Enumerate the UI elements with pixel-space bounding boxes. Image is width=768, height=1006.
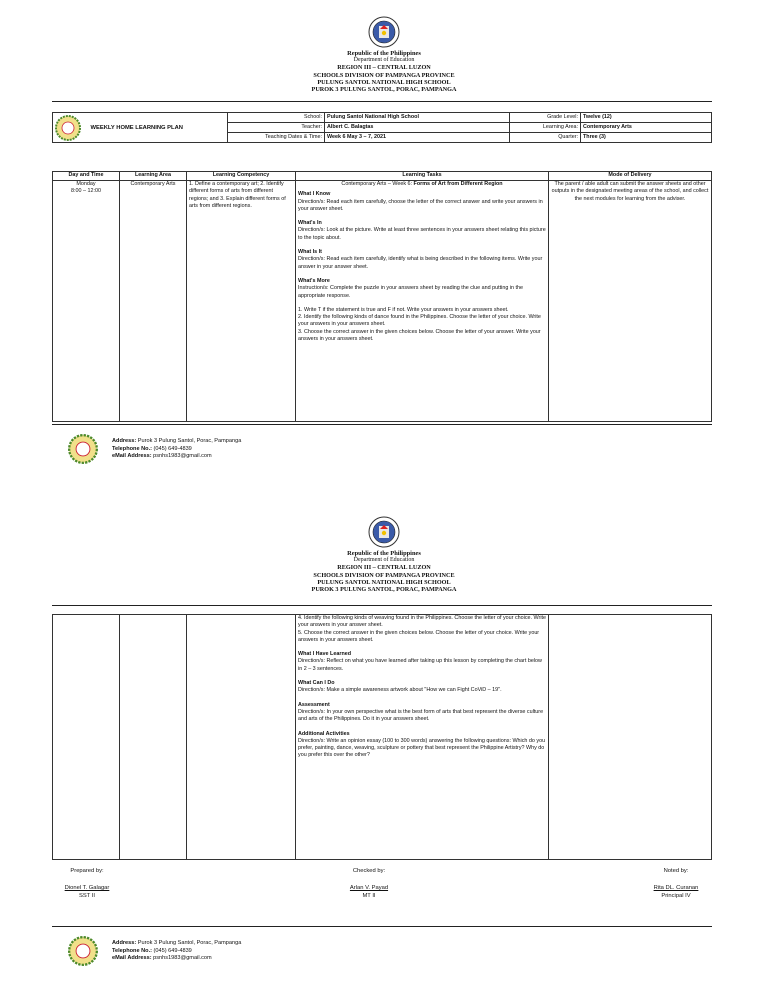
plan-title: WEEKLY HOME LEARNING PLAN	[90, 124, 183, 131]
mode-delivery-cell: The parent / able adult can submit the answer sheets and other outputs in the designated meeting areas of the school, and collect the next modules for learning from the adviser.	[549, 181, 712, 422]
school-value: Pulung Santol National High School	[325, 113, 510, 123]
plan-title-cell	[53, 113, 228, 143]
header-learning-tasks: Learning Tasks	[296, 172, 549, 181]
learning-tasks-cell	[296, 181, 549, 422]
tasks-title-bold: Forms of Art from Different Region	[413, 181, 503, 187]
school-logo-icon	[68, 434, 98, 464]
what-i-know-heading: What I Know	[298, 191, 331, 198]
learning-area-cell	[120, 615, 187, 860]
division-text: SCHOOLS DIVISION OF PAMPANGA PROVINCE	[313, 571, 455, 579]
assessment-heading: Assessment	[298, 701, 330, 708]
deped-seal-icon	[368, 516, 400, 548]
checked-label: Checked by:	[352, 868, 386, 874]
teacher-value: Albert C. Balagtas	[325, 123, 510, 133]
page-1-bottom-divider	[52, 424, 712, 425]
quarter-label: Quarter:	[510, 133, 581, 143]
more-item-4: 4. Identify the following kinds of weaving found in the Philippines. Choose the letter of your choice. Write your answers in your answer sheet.	[298, 615, 547, 629]
header-competency: Learning Competency	[187, 172, 296, 181]
prepared-title: SST II	[78, 893, 95, 899]
department-text: Department of Education	[353, 57, 415, 64]
plan-info-table	[52, 112, 712, 143]
prepared-name: Dionel T. Galagar	[64, 885, 110, 891]
region-text: REGION III – CENTRAL LUZON	[337, 64, 431, 72]
footer-phone: Telephone No.: (045) 649-4839	[112, 947, 192, 954]
table-row	[53, 615, 712, 860]
area-value: Contemporary Arts	[581, 123, 712, 133]
deped-seal-icon	[368, 16, 400, 48]
more-item-1: 1. Write T if the statement is true and F if not. Write your answers in your answers sheet.	[298, 306, 509, 313]
header-mode-delivery: Mode of Delivery	[549, 172, 712, 181]
header-day-time: Day and Time	[53, 172, 120, 181]
address-text: PUROK 3 PULUNG SANTOL, PORAC, PAMPANGA	[311, 86, 457, 94]
area-label: Learning Area:	[510, 123, 581, 133]
division-text: SCHOOLS DIVISION OF PAMPANGA PROVINCE	[313, 71, 455, 79]
page-2	[0, 510, 768, 1006]
what-i-know-text: Direction/s: Read each item carefully, choose the letter of the correct answer and write your answers in your answer sheet.	[298, 198, 543, 212]
page-2-bottom-divider	[52, 926, 712, 927]
header-learning-area: Learning Area	[120, 172, 187, 181]
additional-text: Direction/s: Write an opinion essay (100 to 300 words) answering the following questions: Which do you prefer, painting, dance, weaving, sculpture or pottery that best represent the Philippine Artistry? Why do you prefer this over the other?	[298, 737, 546, 759]
grade-value: Twelve (12)	[581, 113, 712, 123]
additional-heading: Additional Activities	[298, 730, 350, 737]
prepared-by-block	[52, 867, 122, 900]
prepared-label: Prepared by:	[70, 868, 104, 874]
school-logo-icon	[68, 936, 98, 966]
footer-email: eMail Address: psnhs1983@gmail.com	[112, 955, 212, 962]
page-2-footer	[68, 936, 242, 971]
day-time-cell	[53, 615, 120, 860]
department-text: Department of Education	[353, 557, 415, 564]
learning-plan-table-continued	[52, 614, 712, 860]
more-item-5: 5. Choose the correct answer in the given choices below. Choose the letter of your choice. Write your answers in your answers sheet.	[298, 629, 540, 643]
region-text: REGION III – CENTRAL LUZON	[337, 564, 431, 572]
mode-delivery-cell	[549, 615, 712, 860]
dates-value: Week 6 May 3 – 7, 2021	[325, 133, 510, 143]
tasks-title-plain: Contemporary Arts – Week 6:	[341, 181, 414, 187]
table-header-row	[53, 172, 712, 181]
assessment-text: Direction/s: In your own perspective what is the best form of arts that best represent the diverse culture and arts of the Philippines. Do it in your answers sheet.	[298, 708, 544, 723]
school-logo-icon	[55, 115, 81, 141]
page-header	[0, 16, 768, 93]
page-1-footer	[68, 434, 242, 469]
header-divider	[52, 605, 712, 606]
more-item-2: 2. Identify the following kinds of dance found in the Philippines. Choose the letter of your choice. Write your answers in your answers sheet.	[298, 314, 541, 328]
grade-label: Grade Level:	[510, 113, 581, 123]
whats-more-heading: What's More	[298, 277, 330, 284]
learned-heading: What I Have Learned	[298, 651, 352, 658]
footer-address: Address: Purok 3 Pulung Santol, Porac, Pampanga	[112, 438, 242, 444]
republic-text: Republic of the Philippines	[347, 50, 421, 57]
quarter-value: Three (3)	[581, 133, 712, 143]
dates-label: Teaching Dates & Time:	[228, 133, 325, 143]
can-do-text: Direction/s: Make a simple awareness artwork about "How we can Fight CoViD – 19".	[298, 687, 502, 694]
page-header	[0, 516, 768, 593]
school-label: School:	[228, 113, 325, 123]
noted-label: Noted by:	[663, 868, 689, 874]
learning-area-cell: Contemporary Arts	[120, 181, 187, 422]
checked-by-block	[324, 867, 414, 900]
noted-name: Rita DL. Curanan	[653, 885, 699, 891]
school-text: PULUNG SANTOL NATIONAL HIGH SCHOOL	[317, 578, 451, 586]
what-is-it-text: Direction/s: Read each item carefully, identify what is being described in the following items. Write your answer in your answer sheet.	[298, 256, 543, 270]
school-text: PULUNG SANTOL NATIONAL HIGH SCHOOL	[317, 78, 451, 86]
whats-in-heading: What's In	[298, 220, 322, 227]
footer-address: Address: Purok 3 Pulung Santol, Porac, Pampanga	[112, 940, 242, 946]
day-time-cell	[53, 181, 120, 422]
noted-title: Principal IV	[661, 893, 691, 899]
republic-text: Republic of the Philippines	[347, 550, 421, 557]
whats-in-text: Direction/s: Look at the picture. Write at least three sentences in your answers sheet relating this picture to the topic about.	[298, 227, 546, 241]
header-divider	[52, 101, 712, 102]
more-item-3: 3. Choose the correct answer in the given choices below. Choose the letter of your answer. Write your answers in your answers sheet.	[298, 328, 541, 343]
tasks-title	[298, 181, 546, 188]
time-text: 8:00 – 12:00	[71, 188, 101, 195]
table-row	[53, 181, 712, 422]
learning-plan-table	[52, 171, 712, 422]
checked-name: Arlan V. Payad	[349, 885, 389, 891]
teacher-label: Teacher:	[228, 123, 325, 133]
can-do-heading: What Can I Do	[298, 680, 335, 687]
footer-email: eMail Address: psnhs1983@gmail.com	[112, 453, 212, 460]
day-text: Monday	[76, 181, 96, 187]
whats-more-text: Instruction/s: Complete the puzzle in your answers sheet by reading the clue and putting in the appropriate response.	[298, 285, 524, 299]
noted-by-block	[640, 867, 712, 900]
learning-tasks-cell	[296, 615, 549, 860]
address-text: PUROK 3 PULUNG SANTOL, PORAC, PAMPANGA	[311, 586, 457, 594]
learned-text: Direction/s: Reflect on what you have learned after taking up this lesson by completing the chart below in 2 – 3 sentences.	[298, 658, 542, 672]
competency-cell	[187, 615, 296, 860]
checked-title: MT II	[362, 893, 376, 899]
page-1	[0, 0, 768, 470]
footer-phone: Telephone No.: (045) 649-4839	[112, 445, 192, 452]
what-is-it-heading: What Is It	[298, 249, 322, 256]
competency-cell: 1. Define a contemporary art; 2. Identify different forms of arts from different regions; and 3. Explain different forms of arts from different regions.	[187, 181, 296, 422]
